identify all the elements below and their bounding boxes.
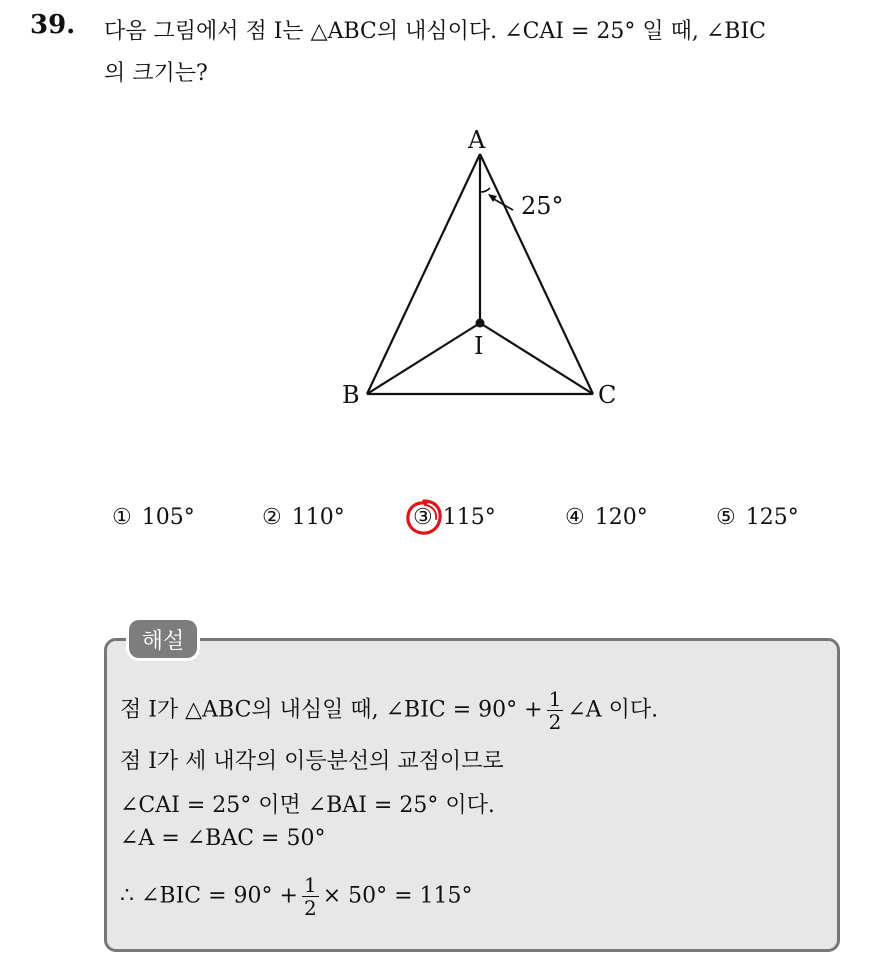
angle-arc — [481, 188, 490, 192]
choice-4[interactable] — [565, 505, 648, 530]
triangle-figure — [300, 118, 640, 418]
solution-line-3: ∠CAI = 25° 이면 ∠BAI = 25° 이다. — [120, 793, 495, 818]
label-b: B — [342, 381, 360, 409]
fraction-half-2: $\frac{1}{2}$ — [303, 873, 317, 920]
choice-2-value: 110° — [291, 505, 345, 530]
answer-choices — [0, 505, 884, 541]
choice-3-mark: ③ — [413, 505, 433, 530]
choice-1[interactable] — [112, 505, 195, 530]
choice-3-value: 115° — [442, 505, 496, 530]
solution-line-4: ∠A = ∠BAC = 50° — [120, 826, 326, 851]
choice-1-value: 105° — [141, 505, 195, 530]
choice-2[interactable] — [262, 505, 345, 530]
question-number: 39. — [30, 10, 76, 40]
question-text-line2: 의 크기는? — [104, 61, 208, 86]
choice-4-value: 120° — [594, 505, 648, 530]
choice-4-mark: ④ — [565, 505, 585, 530]
label-i: I — [474, 332, 484, 360]
fraction-half: $\frac{1}{2}$ — [548, 687, 562, 734]
choice-2-mark: ② — [262, 505, 282, 530]
choice-5-value: 125° — [745, 505, 799, 530]
solution-line-5: ∴ ∠BIC = 90° + $\frac{1}{2}$ × 50° = 115° — [120, 873, 473, 920]
label-c: C — [598, 381, 617, 409]
solution-tab: 해설 — [129, 620, 197, 658]
choice-5[interactable] — [716, 505, 799, 530]
incenter-point — [476, 319, 485, 328]
label-a: A — [468, 126, 486, 154]
choice-5-mark: ⑤ — [716, 505, 736, 530]
question-text-line1: 다음 그림에서 점 I는 △ABC의 내심이다. ∠CAI = 25° 일 때, ∠BIC — [104, 19, 766, 44]
angle-label: 25° — [521, 192, 564, 220]
solution-line-2: 점 I가 세 내각의 이등분선의 교점이므로 — [120, 749, 504, 774]
solution-line-1: 점 I가 △ABC의 내심일 때, ∠BIC = 90° + $\frac{1}{2}$ ∠A 이다. — [120, 687, 659, 734]
choice-3[interactable] — [413, 505, 496, 530]
choice-1-mark: ① — [112, 505, 132, 530]
